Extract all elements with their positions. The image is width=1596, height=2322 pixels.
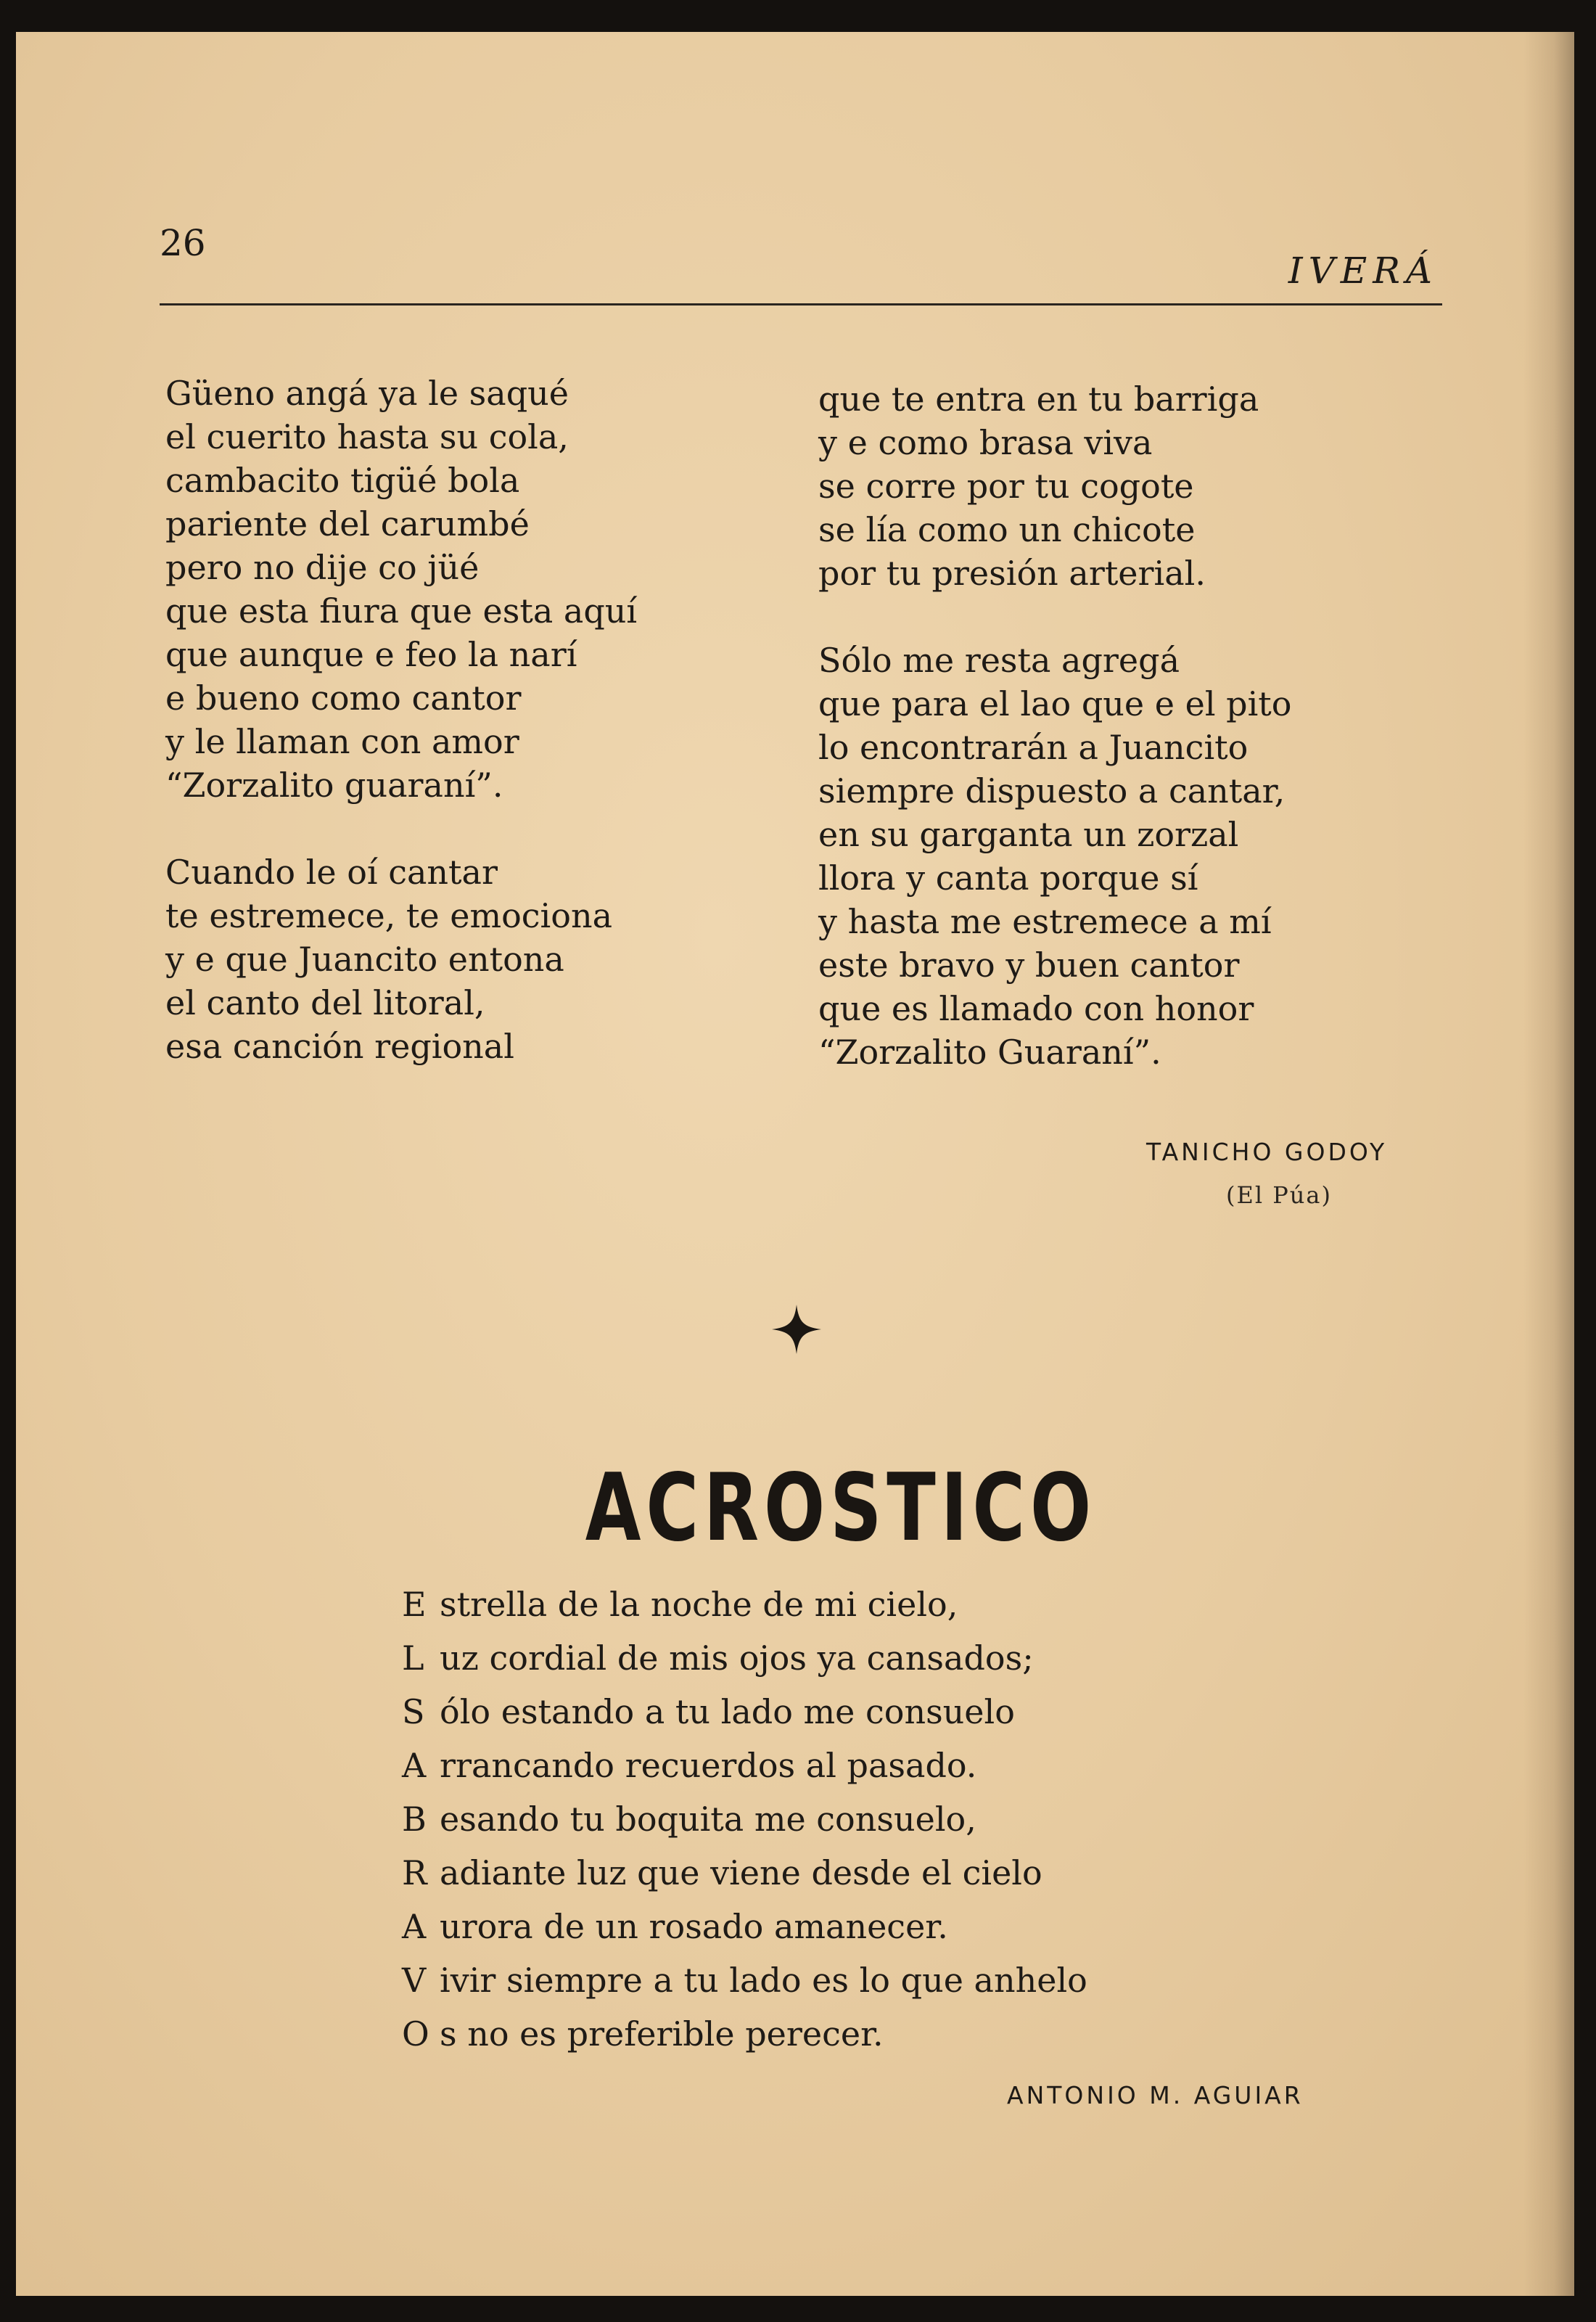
acrostic-line-text: rrancando recuerdos al pasado.	[440, 1746, 977, 1785]
poem-line: y e que Juancito entona	[165, 940, 564, 979]
poem-line: Sólo me resta agregá	[818, 641, 1180, 680]
stanza-gap	[818, 595, 1292, 639]
stanza-gap	[165, 807, 637, 850]
poem-line: en su garganta un zorzal	[818, 815, 1239, 854]
acrostic-initial: A	[402, 1907, 427, 1946]
poem-line: que esta fiura que esta aquí	[165, 591, 638, 631]
acrostic-author: ANTONIO M. AGUIAR	[1007, 2081, 1304, 2109]
acrostic-line-text: ólo estando a tu lado me consuelo	[440, 1692, 1015, 1731]
acrostic-initial: E	[402, 1585, 427, 1624]
acrostic-initial: L	[402, 1638, 424, 1678]
poem-line: pariente del carumbé	[165, 504, 530, 543]
author-alias: (El Púa)	[1226, 1181, 1332, 1209]
acrostic-initial: A	[402, 1746, 427, 1785]
acrostic-line-text: ivir siempre a tu lado es lo que anhelo	[440, 1961, 1087, 2000]
acrostic-line	[402, 1792, 1087, 1846]
poem-line: que es llamado con honor	[818, 989, 1254, 1028]
acrostic-line-text: strella de la noche de mi cielo,	[440, 1585, 958, 1624]
acrostic-line	[402, 1900, 1087, 1953]
acrostic-initial: B	[402, 1800, 427, 1839]
acrostic-line-text: s no es preferible perecer.	[440, 2014, 884, 2054]
poem-line: esa canción regional	[165, 1027, 514, 1066]
acrostic-line	[402, 1953, 1087, 2007]
poem-line: lo encontrarán a Juancito	[818, 728, 1249, 767]
poem-line: se corre por tu cogote	[818, 467, 1194, 506]
poem-line: por tu presión arterial.	[818, 554, 1206, 593]
poem-right-column	[818, 377, 1292, 1074]
poem-line: Güeno angá ya le saqué	[165, 374, 569, 413]
acrostic-line-text: uz cordial de mis ojos ya cansados;	[440, 1638, 1034, 1678]
acrostic-line	[402, 2007, 1087, 2061]
acrostic-initial: O	[402, 2014, 429, 2054]
header-rule	[160, 303, 1442, 305]
page-gutter-shadow	[1523, 32, 1574, 2296]
acrostic-line	[402, 1631, 1087, 1685]
poem-line: e bueno como cantor	[165, 678, 522, 718]
poem-line: y hasta me estremece a mí	[818, 902, 1272, 941]
poem-line: que para el lao que e el pito	[818, 684, 1292, 723]
poem-line: pero no dije co jüé	[165, 548, 480, 587]
poem-line: el cuerito hasta su cola,	[165, 417, 569, 456]
acrostic-initial: R	[402, 1853, 427, 1892]
poem-line: y e como brasa viva	[818, 423, 1153, 462]
poem-line: que te entra en tu barriga	[818, 380, 1259, 419]
running-title: IVERÁ	[1288, 250, 1438, 292]
poem-line: siempre dispuesto a cantar,	[818, 771, 1286, 811]
poem-line: Cuando le oí cantar	[165, 853, 498, 892]
page-number: 26	[160, 222, 206, 264]
poem-line: se lía como un chicote	[818, 510, 1196, 549]
poem-line: te estremece, te emociona	[165, 896, 613, 935]
acrostic-initial: S	[402, 1692, 425, 1731]
acrostic-line-text: esando tu boquita me consuelo,	[440, 1800, 976, 1839]
poem-line: el canto del litoral,	[165, 983, 485, 1022]
poem-line: “Zorzalito Guaraní”.	[818, 1033, 1161, 1072]
acrostic-line	[402, 1739, 1087, 1792]
four-point-star-icon	[770, 1303, 823, 1355]
poem-line: y le llaman con amor	[165, 722, 519, 761]
acrostic-title: ACROSTICO	[585, 1454, 1097, 1562]
poem-line: llora y canta porque sí	[818, 858, 1198, 898]
poem-left-column	[165, 372, 637, 1068]
acrostic-poem	[402, 1578, 1087, 2061]
acrostic-line	[402, 1578, 1087, 1631]
poem-line: que aunque e feo la narí	[165, 635, 577, 674]
acrostic-line-text: urora de un rosado amanecer.	[440, 1907, 948, 1946]
poem-line: “Zorzalito guaraní”.	[165, 766, 503, 805]
acrostic-line	[402, 1846, 1087, 1900]
poem-line: cambacito tigüé bola	[165, 461, 520, 500]
poem-line: este bravo y buen cantor	[818, 945, 1240, 985]
page	[16, 32, 1574, 2296]
acrostic-initial: V	[402, 1961, 427, 2000]
acrostic-line	[402, 1685, 1087, 1739]
author-signature: TANICHO GODOY	[1146, 1138, 1388, 1166]
acrostic-line-text: adiante luz que viene desde el cielo	[440, 1853, 1042, 1892]
